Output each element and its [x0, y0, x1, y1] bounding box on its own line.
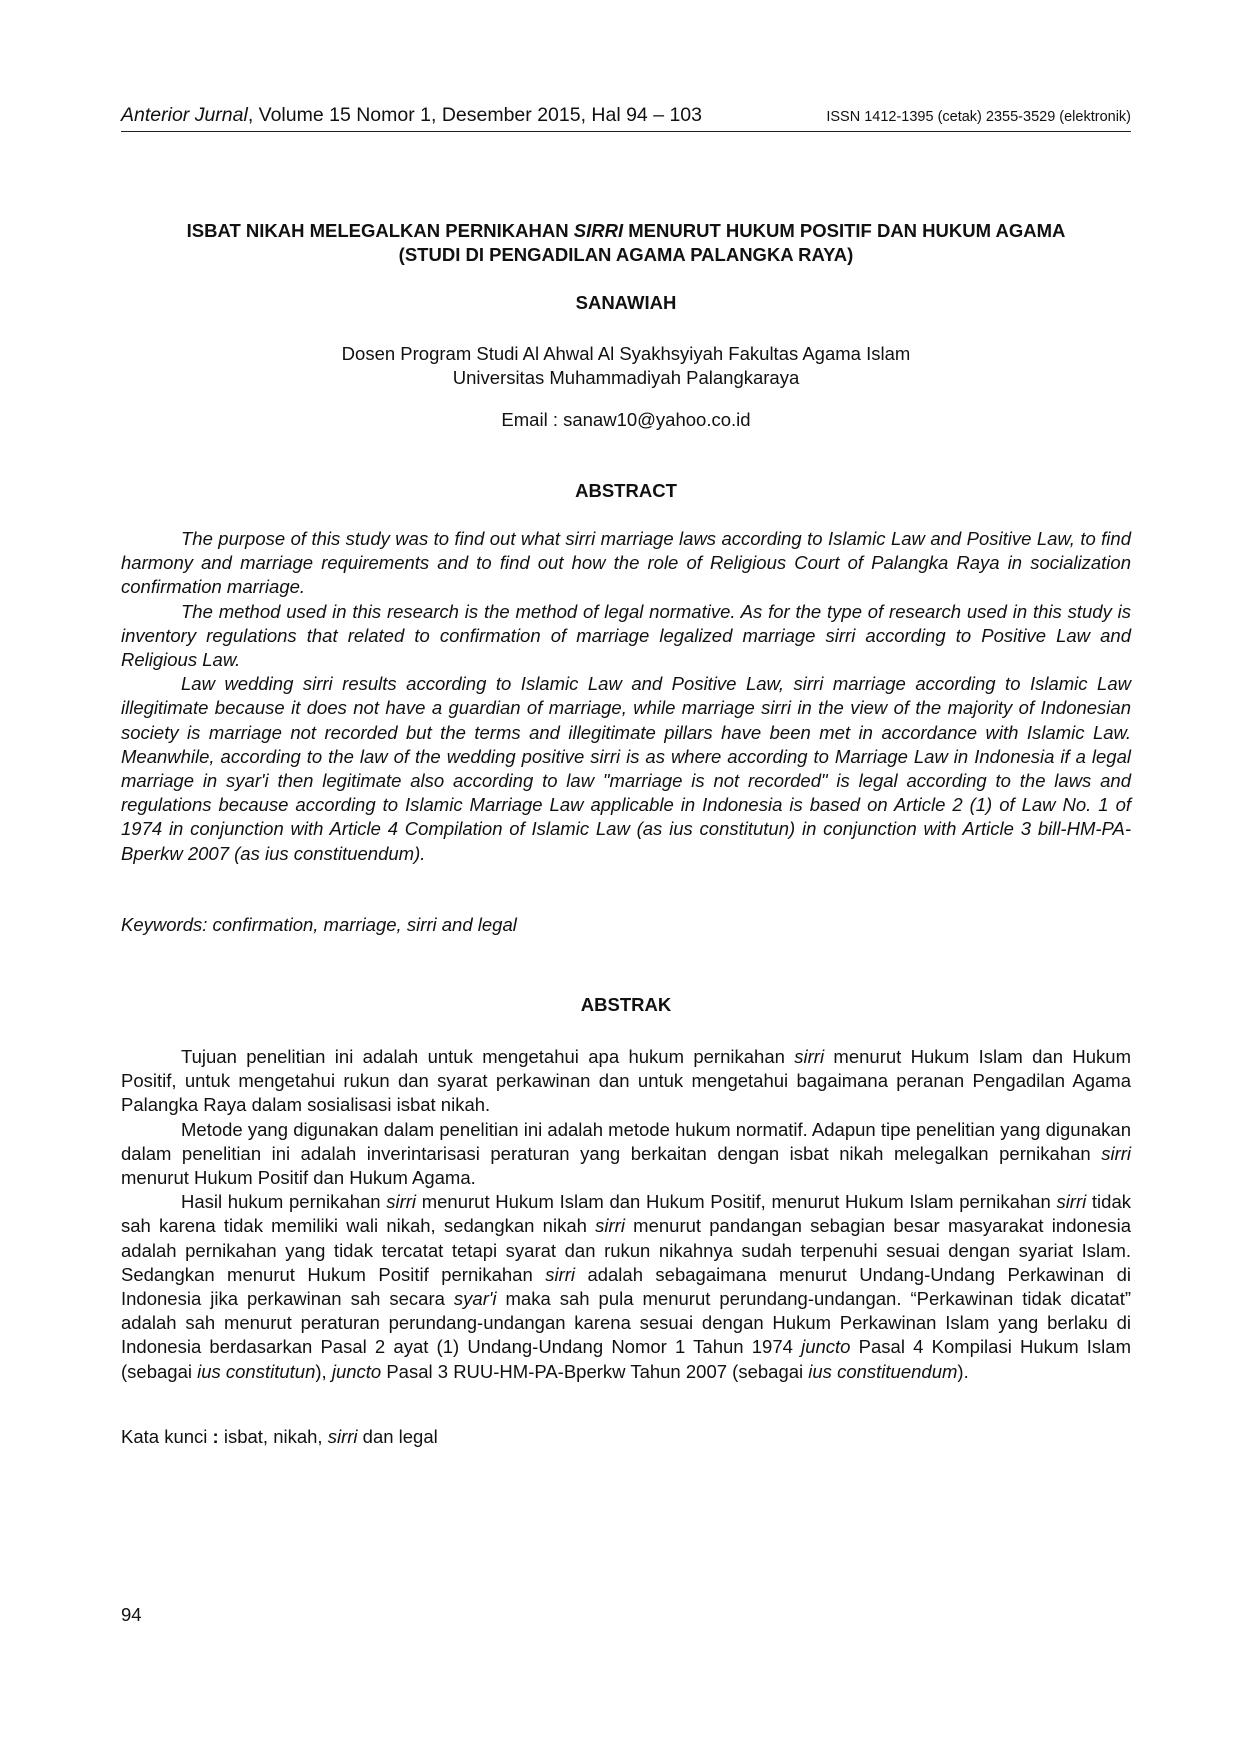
abstrak-heading: ABSTRAK — [580, 994, 672, 1015]
abstract-paragraph-2: The method used in this research is the method of legal normative. As for the type of research used in this study is inventory regulations that related to confirmation of marriage legalized marriage sirri according to Positive Law and Religious Law. — [121, 600, 1131, 671]
text-run: Metode yang digunakan dalam penelitian ini adalah metode hukum normatif. Adapun tipe penelitian yang digunakan dalam penelitian ini adalah inverintarisasi peraturan yang berkaitan dengan isbat nikah melegalkan pernikahan — [121, 1118, 1131, 1164]
text-run: tidak sah karena tidak memiliki wali nikah, sedangkan nikah — [121, 1191, 1131, 1237]
keywords-label: Kata kunci — [121, 1426, 213, 1447]
keywords-en: Keywords: confirmation, marriage, sirri and legal — [121, 914, 517, 935]
text-run: adalah sebagaimana menurut Undang-Undang Perkawinan di Indonesia jika perkawinan sah secara — [121, 1263, 1131, 1310]
text-run: dan legal — [357, 1426, 438, 1447]
italic-term: sirri — [595, 1215, 625, 1237]
affiliation-line-1: Dosen Program Studi Al Ahwal Al Syakhsyiyah Fakultas Agama Islam — [341, 343, 911, 364]
italic-term: sirri — [327, 1426, 358, 1447]
italic-term: syar'i — [453, 1288, 497, 1310]
title-line-1 — [121, 219, 1131, 243]
abstrak-paragraph-3 — [121, 1190, 1131, 1384]
italic-term: juncto — [801, 1336, 851, 1358]
italic-term: sirri — [545, 1263, 575, 1285]
journal-citation — [121, 104, 702, 127]
title-line-2: (STUDI DI PENGADILAN AGAMA PALANGKA RAYA) — [398, 244, 854, 265]
italic-term: sirri — [386, 1191, 417, 1213]
abstrak-body — [121, 1045, 1131, 1384]
text-run: Tujuan penelitian ini adalah untuk mengetahui apa hukum pernikahan — [181, 1046, 795, 1067]
text-run: ), — [315, 1360, 332, 1382]
journal-name: Anterior Jurnal — [121, 104, 248, 126]
text-run: menurut Hukum Positif dan Hukum Agama. — [121, 1167, 476, 1189]
page-number: 94 — [121, 1604, 142, 1625]
keywords-colon: : — [212, 1426, 219, 1447]
italic-term: ius constituendum — [808, 1360, 958, 1382]
italic-term: juncto — [331, 1360, 382, 1382]
author-email: Email : sanaw10@yahoo.co.id — [501, 409, 751, 430]
text-run: Hasil hukum pernikahan — [181, 1191, 387, 1213]
abstract-heading: ABSTRACT — [575, 480, 677, 501]
running-header — [121, 104, 1131, 132]
abstract-body — [121, 527, 1131, 866]
text-run: Pasal 4 Kompilasi Hukum Islam (sebagai — [121, 1336, 1131, 1382]
italic-term: ius constitutun — [197, 1360, 316, 1382]
text-run: ). — [957, 1360, 969, 1382]
abstract-paragraph-3: Law wedding sirri results according to Islamic Law and Positive Law, sirri marriage according to Islamic Law illegitimate because it does not have a guardian of marriage, while marriage sirri in the view of the majority of Indonesian society is marriage not recorded but the terms and illegitimate pillars have been met in accordance with Islamic Law. Meanwhile, according to the law of the wedding positive sirri is as where according to Marriage Law in Indonesia if a legal marriage in syar'i then legitimate also according to law "marriage is not recorded" is legal according to the laws and regulations because according to Islamic Marriage Law applicable in Indonesia is based on Article 2 (1) of Law No. 1 of 1974 in conjunction with Article 4 Compilation of Islamic Law (as ius constitutun) in conjunction with Article 3 bill-HM-PA-Bperkw 2007 (as ius constituendum). — [121, 673, 1131, 864]
text-run: menurut Hukum Islam dan Hukum Positif, menurut Hukum Islam pernikahan — [416, 1191, 1057, 1213]
italic-term: sirri — [1056, 1191, 1087, 1213]
text-run: Pasal 3 RUU-HM-PA-Bperkw Tahun 2007 (sebagai — [381, 1360, 809, 1382]
abstract-paragraph-1: The purpose of this study was to find out what sirri marriage laws according to Islamic Law and Positive Law, to find harmony and marriage requirements and to find out how the role of Religious Court of Palangka Raya in socialization confirmation marriage. — [121, 528, 1131, 598]
text-run: isbat, nikah, — [218, 1426, 328, 1447]
text-run: menurut Hukum Islam dan Hukum Positif, untuk mengetahui rukun dan syarat perkawinan dan untuk mengetahui bagaimana peranan Pengadilan Agama Palangka Raya dalam sosialisasi isbat nikah. — [121, 1046, 1131, 1116]
text-run: menurut pandangan sebagian besar masyarakat indonesia adalah pernikahan yang tidak tercatat tetapi syarat dan rukun nikahnya sudah terpenuhi sesuai dengan syariat Islam. Sedangkan menurut Hukum Positif pernikahan — [121, 1215, 1132, 1285]
author-affiliation — [121, 342, 1131, 390]
text-run: maka sah pula menurut perundang-undangan. “Perkawinan tidak dicatat” adalah sah menurut peraturan perundang-undangan karena sesuai dengan Hukum Perkawinan Islam yang berlaku di Indonesia berdasarkan Pasal 2 ayat (1) Undang-Undang Nomor 1 Tahun 1974 — [121, 1288, 1131, 1358]
journal-issue: , Volume 15 Nomor 1, Desember 2015, Hal 94 – 103 — [247, 104, 702, 126]
abstrak-paragraph-2 — [121, 1118, 1131, 1191]
italic-term: sirri — [1101, 1142, 1131, 1164]
issn: ISSN 1412-1395 (cetak) 2355-3529 (elektronik) — [826, 109, 1131, 125]
italic-term: sirri — [794, 1046, 825, 1067]
author-name: SANAWIAH — [575, 292, 677, 313]
abstrak-paragraph-1 — [121, 1045, 1131, 1118]
affiliation-line-2: Universitas Muhammadiyah Palangkaraya — [452, 367, 800, 388]
title-italic-term: SIRRI — [573, 220, 624, 241]
title-text: ISBAT NIKAH MELEGALKAN PERNIKAHAN — [186, 220, 574, 241]
keywords-id — [121, 1426, 1131, 1448]
paper-title — [121, 219, 1131, 267]
title-text: MENURUT HUKUM POSITIF DAN HUKUM AGAMA — [623, 220, 1066, 241]
